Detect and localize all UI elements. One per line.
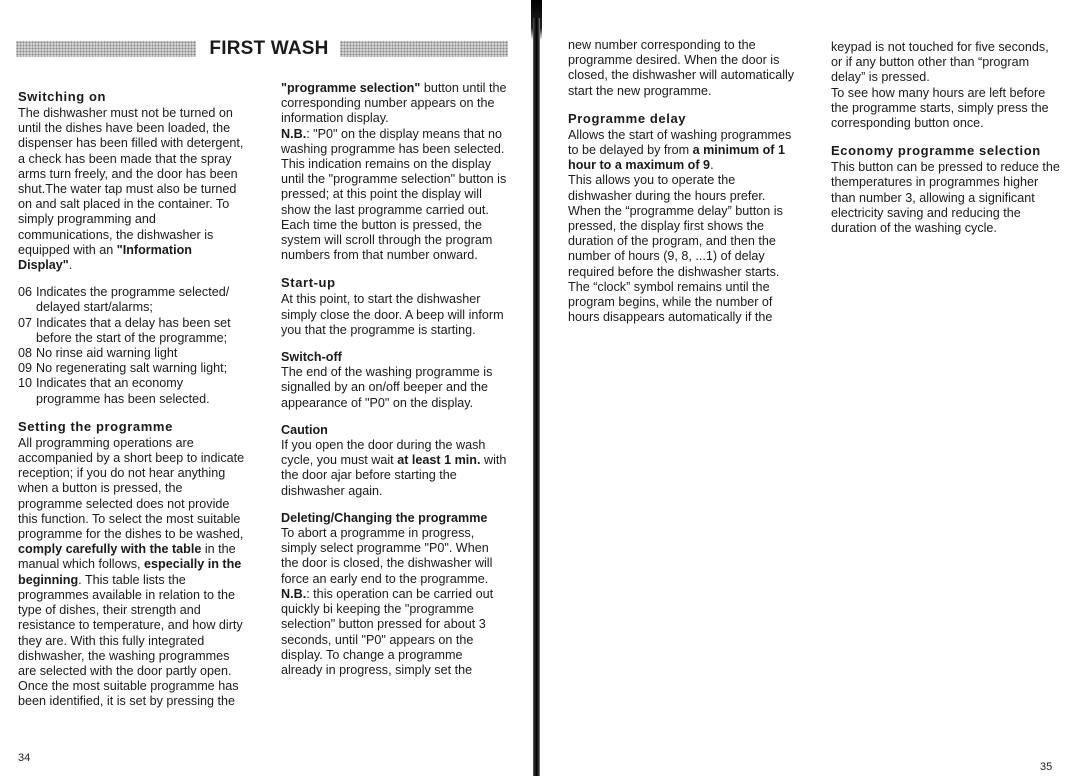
column-4 — [831, 40, 1063, 236]
keypad-text: keypad is not touched for five seconds, or if any button other than “program delay” is pressed. — [831, 40, 1049, 85]
list-item: 09 No regenerating salt warning light; — [18, 361, 228, 376]
list-item: 06 Indicates the programme selected/ delayed start/alarms; — [18, 285, 230, 315]
heading-switch-off: Switch-off — [281, 350, 342, 365]
column-3 — [568, 38, 800, 325]
heading-deleting-changing: Deleting/Changing the programme — [281, 510, 488, 525]
start-up-text: At this point, to start the dishwasher simply close the door. A beep will inform you that the programme is starting. — [281, 292, 504, 337]
heading-switching-on: Switching on — [18, 89, 107, 104]
left-page — [0, 0, 534, 776]
section-title-band — [16, 38, 508, 60]
deleting-text: To abort a programme in progress, simply select programme "P0". When the door is closed, the dishwasher will force an early end to the programme. — [281, 526, 493, 586]
list-item: 07 Indicates that a delay has been set before the start of the programme; — [18, 315, 231, 345]
heading-programme-delay: Programme delay — [568, 110, 687, 126]
list-item: 10 Indicates that an economy programme has been selected. — [18, 376, 210, 406]
switching-on-text: The dishwasher must not be turned on until the dishes have been loaded, the dispenser has been filled with detergent, a check has been made that the spray arms turn freely, and the door has been shut.The water tap must also be turned on and salt placed in the container. To simply programming and communications, the dishwasher is equipped with an "Information Display". — [18, 106, 244, 273]
column-1 — [18, 89, 248, 710]
book-spine — [533, 18, 540, 776]
page-number-left: 34 — [18, 752, 31, 764]
programme-delay-intro: Allows the start of washing programmes to be delayed by from a minimum of 1 hour to a maximum of 9. — [568, 127, 792, 173]
setting-programme-text: All programming operations are accompanied by a short beep to indicate reception; if you do not hear anything when a button is pressed, the programme selected does not provide this function. To select the most suitable programme for the dishes to be washed, comply carefully with the table in the manual which follows, especially in the beginning. This table lists the programmes available in relation to the type of dishes, their strength and resistance to temperature, and how dirty they are. With this fully integrated dishwasher, the washing programmes are selected with the door partly open. Once the most suitable programme has been identified, it is set by pressing the — [18, 435, 245, 709]
indicator-list — [18, 285, 248, 407]
page-number-right: 35 — [1040, 761, 1053, 773]
heading-setting-programme: Setting the programme — [18, 418, 173, 434]
list-item: 08 No rinse aid warning light — [18, 346, 178, 361]
caution-text: If you open the door during the wash cycle, you must wait at least 1 min. with the door ajar before starting the dishwasher again. — [281, 438, 507, 498]
heading-caution: Caution — [281, 422, 328, 437]
programme-selection-text: "programme selection" button until the corresponding number appears on the information display. — [281, 81, 507, 126]
heading-economy-selection: Economy programme selection — [831, 143, 1041, 159]
title-stipple-right — [340, 41, 508, 57]
column-2 — [281, 81, 507, 678]
page-title: FIRST WASH — [209, 38, 329, 59]
nb-note-display: N.B.: "P0" on the display means that no washing programme has been selected. This indication remains on the display until the "programme selection" button is pressed; at this point the display will show the last programme carried out. Each time the button is pressed, the system will scroll through the program numbers from that number onward. — [281, 126, 507, 263]
nb-note-abort: N.B.: this operation can be carried out quickly bi keeping the "programme selection" button pressed for about 3 seconds, until "P0" appears on the display. To change a programme already in progress, simply set the — [281, 586, 494, 677]
new-number-text: new number corresponding to the programme desired. When the door is closed, the dishwasher will automatically start the new programme. — [568, 38, 795, 98]
economy-selection-text: This button can be pressed to reduce the themperatures in programmes higher than number 3, allowing a significant electricity saving and reducing the duration of the washing cycle. — [831, 160, 1060, 236]
title-stipple-left — [16, 41, 196, 57]
switch-off-text: The end of the washing programme is signalled by an on/off beeper and the appearance of "P0" on the display. — [281, 365, 493, 410]
heading-start-up: Start-up — [281, 275, 336, 291]
programme-delay-text: This allows you to operate the dishwasher during the hours prefer. When the “programme delay” button is pressed, the display first shows the duration of the program, and then the number of hours (9, 8, ...1) of delay required before the dishwasher starts. The “clock” symbol remains until the program begins, while the number of hours disappears automatically if the — [568, 173, 783, 325]
hours-left-text: To see how many hours are left before the programme starts, simply press the corresponding button once. — [831, 85, 1049, 131]
